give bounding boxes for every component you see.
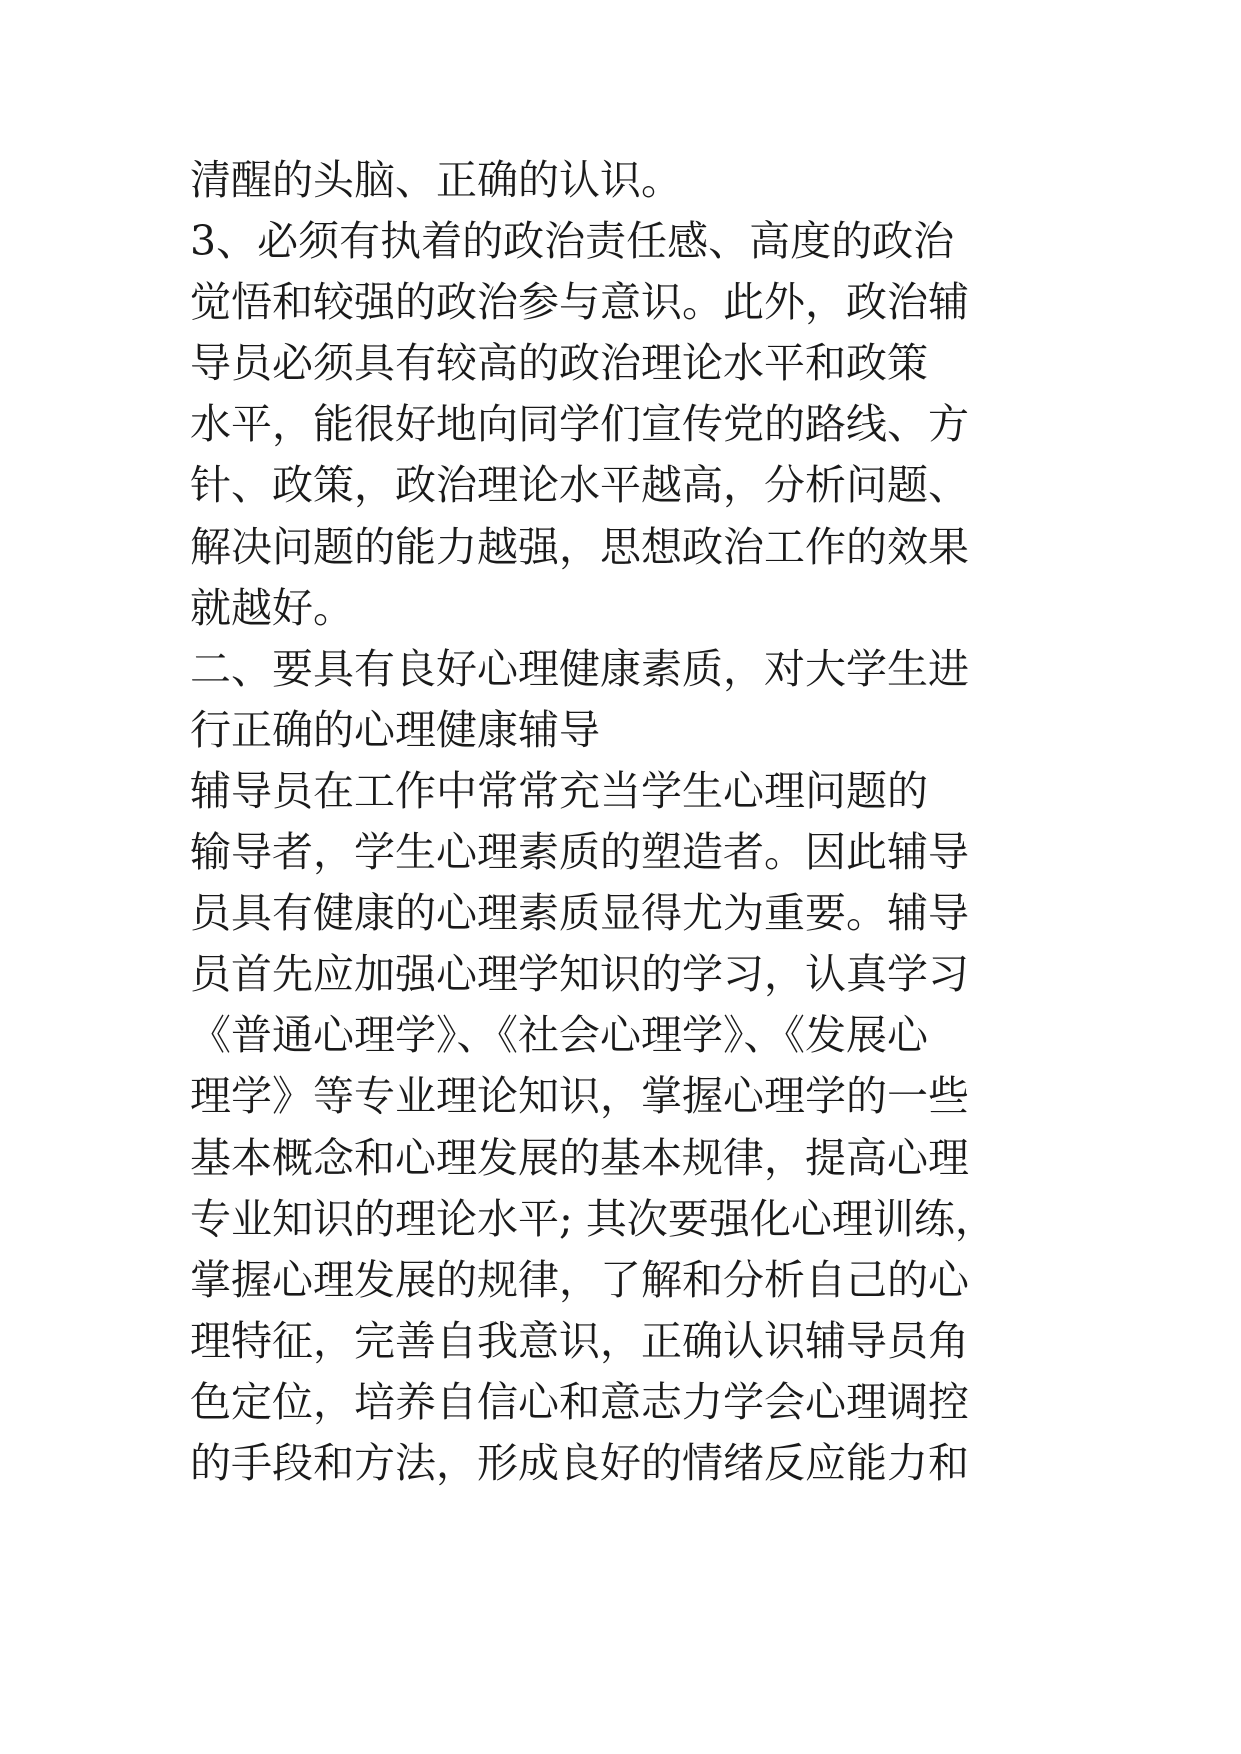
text-line: 员首先应加强心理学知识的学习，认真学习: [190, 950, 969, 999]
text-line: 水平，能很好地向同学们宣传党的路线、方: [190, 400, 969, 449]
section-heading-line: 二、要具有良好心理健康素质，对大学生进: [190, 644, 969, 693]
text-line: 专业知识的理论水平; 其次要强化心理训练，: [190, 1194, 996, 1243]
body-text: [190, 150, 1090, 1494]
text-line: 色定位，培养自信心和意志力学会心理调控: [190, 1377, 969, 1426]
text-line: 觉悟和较强的政治参与意识。此外，政治辅: [190, 278, 969, 327]
text-line: 输导者，学生心理素质的塑造者。因此辅导: [190, 828, 969, 877]
text-line: 3、必须有执着的政治责任感、高度的政治: [190, 217, 955, 266]
text-line: 基本概念和心理发展的基本规律，提高心理: [190, 1133, 969, 1182]
text-line: 导员必须具有较高的政治理论水平和政策: [190, 339, 928, 388]
text-line: 掌握心理发展的规律，了解和分析自己的心: [190, 1255, 969, 1304]
text-line: 清醒的头脑、正确的认识。: [190, 156, 682, 204]
text-line: 理学》等专业理论知识，掌握心理学的一些: [190, 1072, 969, 1121]
text-line: 理特征，完善自我意识，正确认识辅导员角: [190, 1316, 969, 1365]
text-line: 针、政策，政治理论水平越高，分析问题、: [190, 461, 969, 510]
text-line: 辅导员在工作中常常充当学生心理问题的: [190, 766, 928, 815]
text-line: 解决问题的能力越强，思想政治工作的效果: [190, 522, 969, 571]
text-line: 的手段和方法，形成良好的情绪反应能力和: [190, 1438, 969, 1487]
text-line: 就越好。: [190, 583, 354, 632]
text-line: 《普通心理学》、《社会心理学》、《发展心: [190, 1011, 928, 1060]
text-line: 员具有健康的心理素质显得尤为重要。辅导: [190, 889, 969, 938]
section-heading-line: 行正确的心理健康辅导: [190, 705, 600, 754]
